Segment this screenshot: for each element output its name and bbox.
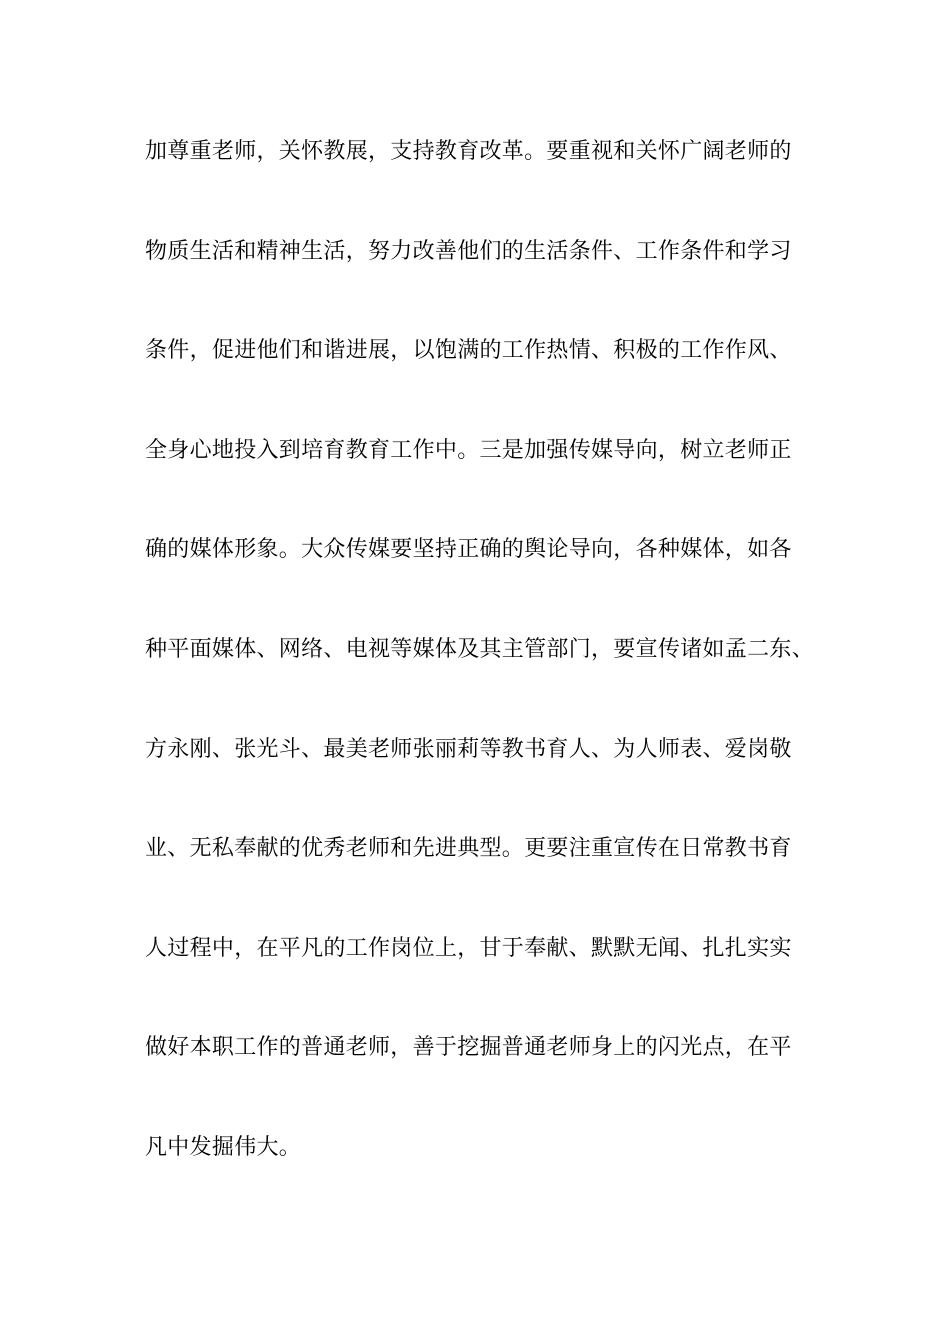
text-line: 物质生活和精神生活，努力改善他们的生活条件、工作条件和学习	[145, 238, 792, 264]
text-line: 凡中发掘伟大。	[145, 1134, 302, 1160]
text-line: 全身心地投入到培育教育工作中。三是加强传媒导向，树立老师正	[145, 437, 792, 463]
text-line: 条件，促进他们和谐进展，以饱满的工作热情、积极的工作作风、	[145, 338, 792, 364]
text-line: 方永刚、张光斗、最美老师张丽莉等教书育人、为人师表、爱岗敬	[145, 736, 792, 762]
text-line: 种平面媒体、网络、电视等媒体及其主管部门，要宣传诸如孟二东、	[145, 636, 815, 662]
text-line: 确的媒体形象。大众传媒要坚持正确的舆论导向，各种媒体，如各	[145, 537, 792, 563]
text-line: 加尊重老师，关怀教展，支持教育改革。要重视和关怀广阔老师的	[145, 139, 792, 164]
text-line: 业、无私奉献的优秀老师和先进典型。更要注重宣传在日常教书育	[145, 836, 792, 862]
text-line: 做好本职工作的普通老师，善于挖掘普通老师身上的闪光点，在平	[145, 1035, 792, 1061]
body-text	[145, 128, 825, 1224]
text-line: 人过程中，在平凡的工作岗位上，甘于奉献、默默无闻、扎扎实实	[145, 935, 792, 961]
